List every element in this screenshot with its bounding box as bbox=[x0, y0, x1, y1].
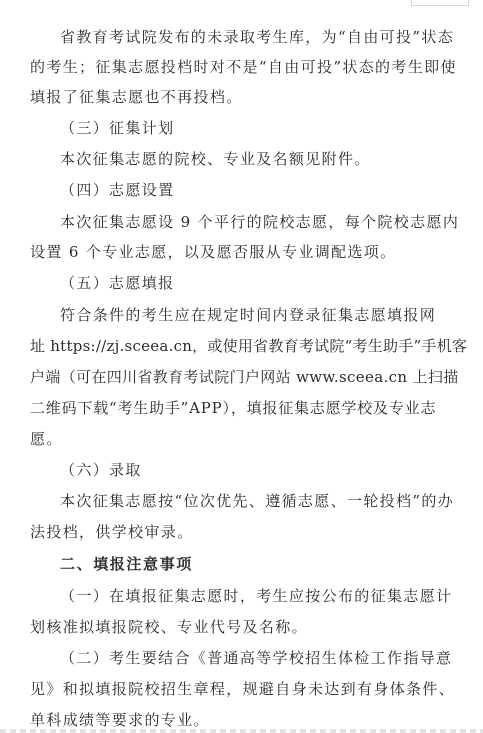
section-heading: （五）志愿填报 bbox=[60, 274, 175, 292]
paragraph-line: 划核准拟填报院校、专业代号及名称。 bbox=[30, 618, 308, 636]
paragraph-line: 本次征集志愿设 9 个平行的院校志愿，每个院校志愿内 bbox=[60, 213, 460, 231]
paragraph-line: 愿。 bbox=[30, 430, 63, 448]
paragraph-line: （二）考生要结合《普通高等学校招生体检工作指导意 bbox=[60, 649, 453, 667]
paragraph-line: 本次征集志愿按“位次优先、遵循志愿、一轮投档”的办 bbox=[60, 492, 455, 510]
chapter-heading: 二、填报注意事项 bbox=[60, 555, 193, 573]
paragraph-line: 见》和拟填报院校招生章程，规避自身未达到有身体条件、 bbox=[30, 680, 456, 698]
page-bottom-edge bbox=[0, 729, 483, 733]
paragraph-line: 填报了征集志愿也不再投档。 bbox=[30, 88, 243, 106]
section-heading: （三）征集计划 bbox=[60, 119, 175, 137]
paragraph-line: （一）在填报征集志愿时，考生应按公布的征集志愿计 bbox=[60, 587, 453, 605]
paragraph-line: 本次征集志愿的院校、专业及名额见附件。 bbox=[60, 150, 371, 168]
paragraph-line: 二维码下载“考生助手”APP），填报征集志愿学校及专业志 bbox=[30, 399, 437, 417]
paragraph-line: 法投档，供学校审录。 bbox=[30, 523, 194, 541]
section-heading: （四）志愿设置 bbox=[60, 181, 175, 199]
paragraph-line: 户端（可在四川省教育考试院门户网站 www.sceea.cn 上扫描 bbox=[30, 368, 459, 386]
paragraph-line: 省教育考试院发布的未录取考生库，为“自由可投”状态 bbox=[60, 28, 455, 46]
section-heading: （六）录取 bbox=[60, 461, 142, 479]
page-corner-mark bbox=[411, 0, 469, 6]
paragraph-line: 单科成绩等要求的专业。 bbox=[30, 711, 210, 729]
paragraph-line: 的考生；征集志愿投档时对不是“自由可投”状态的考生即使 bbox=[30, 58, 457, 76]
paragraph-line: 符合条件的考生应在规定时间内登录征集志愿填报网 bbox=[60, 306, 437, 324]
paragraph-line: 址 https://zj.sceea.cn，或使用省教育考试院“考生助手”手机客 bbox=[30, 337, 468, 355]
paragraph-line: 设置 6 个专业志愿，以及愿否服从专业调配选项。 bbox=[30, 243, 397, 261]
